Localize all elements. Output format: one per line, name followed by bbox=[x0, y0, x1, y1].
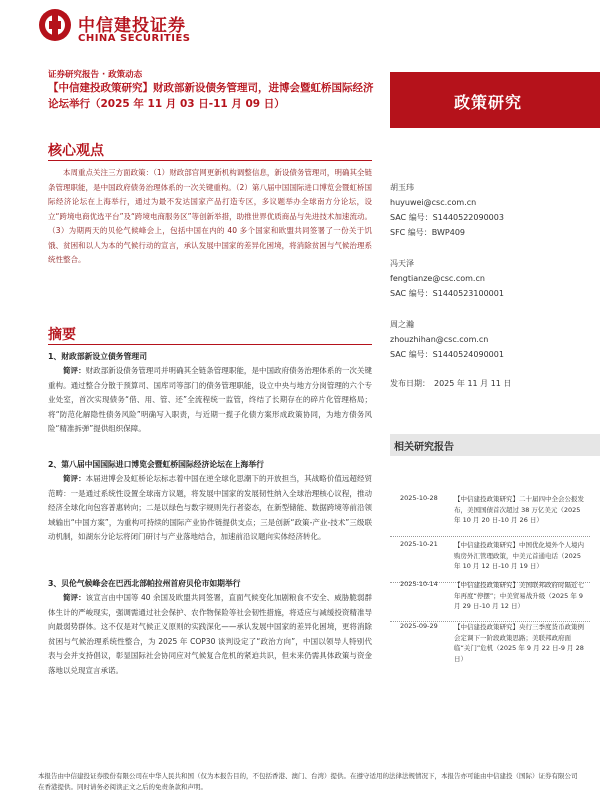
related-divider bbox=[390, 536, 590, 537]
summary-item-3-body: 该宣言由中国等 40 余国及欧盟共同签署，直面气候变化加剧粮食不安全、威胁脆弱群体生计的严峻现实，强调需通过社会保护、农作物保险等社会韧性措施，将适应与减缓投资精准导向最弱势群体。这不仅是对气候正义原则的实践深化——承认发展中国家的差异化困境，更将消除贫困与气候治理系统性整合，为 2025 年 COP30 谈判设定了“政治方向”，中国以领导人特别代表与会并支持倡议，彰显国际社会协同应对气候复合危机的紧迫共识，但未来仍需具体政策与资金落地以兑现宣言承诺。 bbox=[48, 593, 372, 675]
related-heading: 相关研究报告 bbox=[394, 442, 454, 453]
related-title[interactable]: 【中信建投政策研究】二十届四中全会公报发布，美国国债首次超过 38 万亿美元（2025 年 10 月 20 日-10 月 26 日） bbox=[454, 495, 584, 524]
summary-item-2-text bbox=[48, 472, 372, 576]
report-title: 【中信建投政策研究】财政部新设债务管理司，进博会暨虹桥国际经济论坛举行（2025 年 11 月 03 日-11 月 09 日） bbox=[48, 82, 374, 110]
summary-item-1-text bbox=[48, 364, 372, 460]
author-sac: SAC 编号：S1440522090003 bbox=[390, 213, 504, 222]
related-date: 2025-09-29 bbox=[400, 622, 438, 630]
author-sfc: SFC 编号：BWP409 bbox=[390, 228, 466, 237]
related-heading-bar bbox=[390, 434, 600, 456]
publish-date: 发布日期： 2025 年 11 月 11 日 bbox=[390, 379, 512, 388]
core-heading: 核心观点 bbox=[48, 143, 104, 159]
author-sac: SAC 编号：S1440524090001 bbox=[390, 350, 504, 359]
author-2 bbox=[390, 256, 590, 301]
summary-item-1-body: 财政部新设债务管理司并明确其全链条管理职能，是中国政府债务治理体系的一次关键重构。通过整合分散于预算司、国库司等部门的债务管理职能，设立中央与地方分岗管理的六个专业处室，首次实现债务“借、用、管、还”全流程统一监管，终结了长期存在的碎片化管理格局；将“防范化解隐性债务风险”明确写入职责，与近期一揽子化债方案形成政策协同，为地方债务风险“精准拆弹”提供组织保障。 bbox=[48, 366, 372, 433]
author-email[interactable]: zhouzhihan@csc.com.cn bbox=[390, 335, 489, 344]
related-title[interactable]: 【中信建投政策研究】央行三季度货币政策例会定调下一阶段政策思路；美联邦政府面临“关门”危机（2025 年 9 月 22 日-9 月 28 日） bbox=[454, 623, 584, 663]
author-3 bbox=[390, 317, 590, 362]
related-date: 2025-10-14 bbox=[400, 580, 438, 588]
author-email[interactable]: huyuwei@csc.com.cn bbox=[390, 198, 477, 207]
summary-item-2-body: 本届进博会及虹桥论坛标志着中国在逆全球化思潮下的开放担当，其战略价值远超经贸范畴：一是通过系统性设置全球南方议题，将发展中国家的发展韧性纳入全球治理核心议程，推动经济全球化向包容普惠转向；二是以绿色与数字规则先行者姿态，在新型储能、数据跨境等前沿领域输出“中国方案”，为重构可持续的国际产业协作链提供支点；三是创新“政策-产业-技术”三级联动机制，如湖东分论坛将闭门研讨与产业落地结合，加速前沿议题向实体经济转化。 bbox=[48, 474, 372, 541]
core-divider bbox=[48, 160, 372, 161]
author-sidebar bbox=[390, 180, 590, 389]
author-name: 周之瀚 bbox=[390, 320, 414, 329]
header bbox=[38, 8, 578, 54]
related-title[interactable]: 【中信建投政策研究】中国优化境外个人境内购房外汇管理政策，中美元首通电话（2025 年 10 月 12 日-10 月 19 日） bbox=[454, 541, 584, 570]
brand-name-en: CHINA SECURITIES bbox=[78, 33, 191, 44]
brand-logo-icon bbox=[38, 8, 72, 42]
summary-item-3-title: 3、贝伦气候峰会在巴西北部帕拉州首府贝伦市如期举行 bbox=[48, 579, 241, 588]
category-label: 政策研究 bbox=[454, 93, 523, 112]
summary-item-3-text bbox=[48, 591, 372, 741]
author-name: 胡玉玮 bbox=[390, 183, 414, 192]
summary-item-1-title: 1、财政部新设立债务管理司 bbox=[48, 352, 147, 361]
summary-divider bbox=[48, 344, 372, 345]
report-type: 证券研究报告 · 政策动态 bbox=[48, 70, 143, 80]
author-email[interactable]: fengtianze@csc.com.cn bbox=[390, 274, 485, 283]
footer-disclaimer: 本报告由中信建投证券股份有限公司在中华人民共和国（仅为本报告目的，不包括香港、澳门、台湾）提供。在遵守适用的法律法规情况下，本报告亦可能由中信建投（国际）证券有限公司在香港提供。同时请务必阅读正文之后的免责条款和声明。 bbox=[38, 772, 578, 791]
related-title[interactable]: 【中信建投政策研究】美国联邦政府时隔近七年再度“停摆”；中美贸易战升级（2025 年 9 月 29 日-10 月 12 日） bbox=[454, 581, 584, 610]
author-1 bbox=[390, 180, 590, 240]
category-banner bbox=[390, 72, 600, 128]
author-sac: SAC 编号：S1440523100001 bbox=[390, 289, 504, 298]
summary-heading: 摘要 bbox=[48, 327, 76, 343]
related-date: 2025-10-28 bbox=[400, 494, 438, 502]
related-date: 2025-10-21 bbox=[400, 540, 438, 548]
brand-name-cn: 中信建投证券 bbox=[78, 16, 186, 36]
core-text: 本周重点关注三方面政策：（1）财政部官网更新机构调整信息，新设债务管理司，明确其全链条管理职能，是中国政府债务治理体系的一次关键重构。（2）第八届中国国际进口博览会暨虹桥国际经济论坛在上海举行，通过为最不发达国家产品打造专区，多议题举办全球南方分论坛，设立“跨境电商优选平台”及“跨境电商服务区”等创新举措，助推世界优质商品与先进技术加速流动。（3）为期两天的贝伦气候峰会上，包括中国在内的 40 多个国家和欧盟共同签署了一份关于饥饿、贫困和以人为本的气候行动的宣言，承认发展中国家的差异化困境，将消除贫困与气候治理系统性整合。 bbox=[48, 168, 372, 264]
summary-item-2-title: 2、第八届中国国际进口博览会暨虹桥国际经济论坛在上海举行 bbox=[48, 460, 264, 469]
summary-item-1-label: 简评： bbox=[63, 366, 86, 375]
author-name: 冯天泽 bbox=[390, 259, 414, 268]
summary-item-2-label: 简评： bbox=[63, 474, 86, 483]
summary-item-3-label: 简评： bbox=[63, 593, 86, 602]
